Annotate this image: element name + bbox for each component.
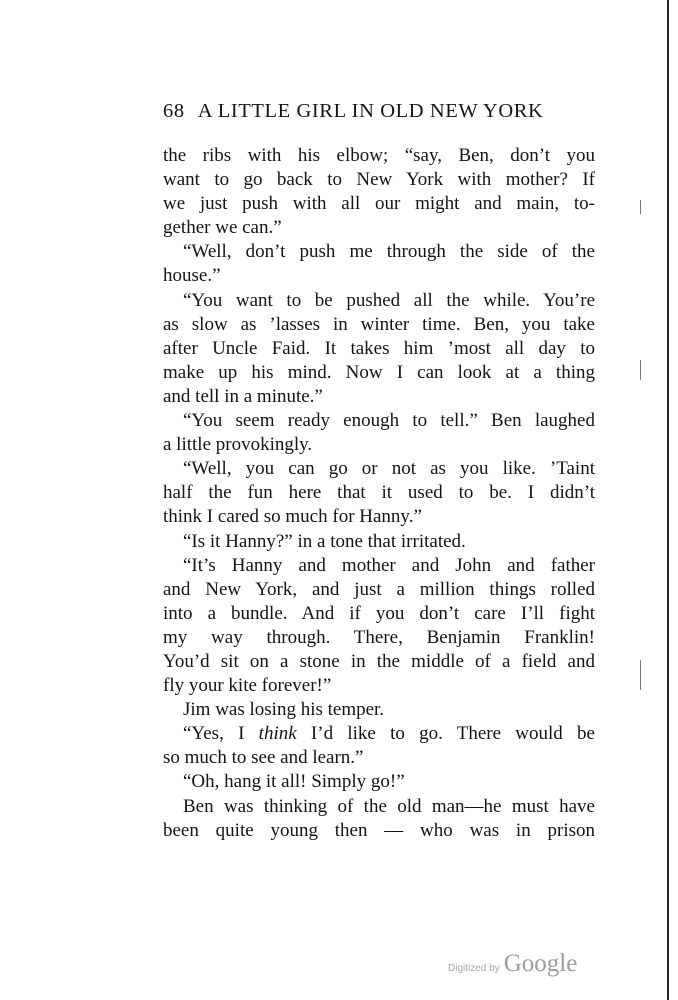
text-line: [163, 722, 595, 746]
text-line: been quite young then — who was in prison: [163, 819, 595, 841]
page-edge-mark: [640, 200, 641, 214]
text-line: as slow as ’lasses in winter time. Ben, you take: [163, 313, 595, 335]
text-line: so much to see and learn.”: [163, 747, 364, 769]
running-header: [163, 100, 595, 130]
text-line: “It’s Hanny and mother and John and father: [183, 554, 595, 576]
text-line: house.”: [163, 265, 221, 287]
text-line: “Well, don’t push me through the side of the: [183, 241, 595, 263]
google-logo: Google: [503, 950, 578, 977]
text-line: “Is it Hanny?” in a tone that irritated.: [183, 530, 466, 552]
text-line: fly your kite forever!”: [163, 675, 332, 697]
text-line: half the fun here that it used to be. I didn’t: [163, 482, 595, 504]
text-line: Ben was thinking of the old man—he must have: [183, 795, 595, 817]
text-segment: “Yes, I: [183, 723, 259, 745]
text-line: make up his mind. Now I can look at a thing: [163, 361, 595, 383]
text-line: we just push with all our might and main, to-: [163, 193, 595, 215]
text-line: “Well, you can go or not as you like. ’Taint: [183, 458, 595, 480]
text-line: after Uncle Faid. It takes him ’most all day to: [163, 337, 595, 359]
text-line: think I cared so much for Hanny.”: [163, 506, 422, 528]
text-line: my way through. There, Benjamin Franklin!: [163, 626, 595, 648]
text-line: into a bundle. And if you don’t care I’ll fight: [163, 602, 595, 624]
page-number: 68: [163, 100, 185, 122]
text-line: “You want to be pushed all the while. You’re: [183, 289, 595, 311]
text-line: the ribs with his elbow; “say, Ben, don’t you: [163, 145, 595, 166]
text-line: a little provokingly.: [163, 434, 313, 456]
text-line: “Oh, hang it all! Simply go!”: [183, 771, 405, 793]
text-line: Jim was losing his temper.: [183, 699, 385, 721]
text-segment: I’d like to go. There would be: [296, 723, 595, 745]
body-text: [163, 144, 595, 843]
watermark-prefix: Digitized by: [448, 963, 500, 974]
text-line: You’d sit on a stone in the middle of a field and: [163, 650, 595, 672]
text-line: “You seem ready enough to tell.” Ben laughed: [183, 410, 595, 432]
text-line: and tell in a minute.”: [163, 385, 323, 407]
text-line: and New York, and just a million things rolled: [163, 578, 595, 600]
text-line: gether we can.”: [163, 217, 282, 239]
page-edge-mark: [640, 660, 641, 690]
text-line: want to go back to New York with mother? If: [163, 169, 595, 191]
page-edge-line: [667, 0, 669, 1000]
running-title: A LITTLE GIRL IN OLD NEW YORK: [197, 100, 544, 122]
page-edge-mark: [640, 360, 641, 380]
emphasis-word: think: [258, 723, 297, 745]
digitized-watermark: [448, 950, 577, 978]
